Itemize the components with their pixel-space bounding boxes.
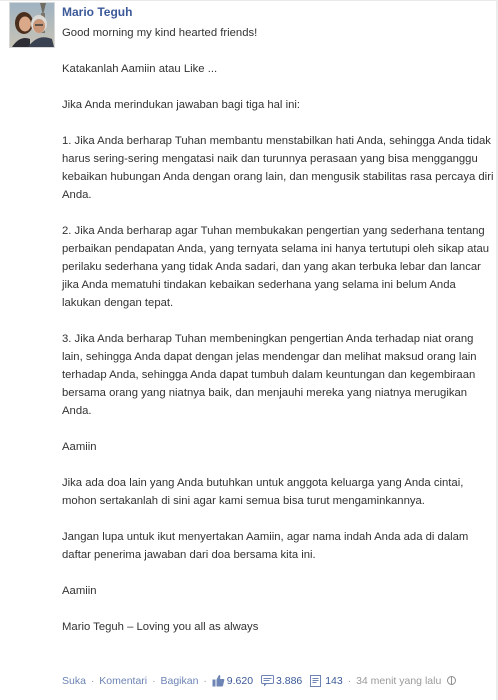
message-paragraph: Katakanlah Aamiin atau Like ... — [62, 63, 218, 75]
message-paragraph: 1. Jika Anda berharap Tuhan membantu menstabilkan hati Anda, sehingga Anda tidak harus sering-sering mengatasi naik dan turunnya perasaan yang bisa mengganggu kebaikan hubungan Anda dengan orang lain, dan mengusik stabilitas rasa percaya diri Anda. — [62, 135, 494, 201]
post-message — [62, 24, 494, 636]
likes-count: 9.620 — [226, 675, 254, 687]
message-paragraph: Jangan lupa untuk ikut menyertakan Aamiin, agar nama indah Anda ada di dalam daftar penerima jawaban dari doa bersama kita ini. — [62, 531, 469, 561]
comment-link[interactable]: Komentari — [99, 675, 148, 687]
thumbs-up-icon — [212, 674, 225, 687]
post-content — [62, 1, 494, 636]
separator-dot: · — [347, 675, 352, 687]
likes-count-button[interactable] — [212, 675, 256, 687]
message-paragraph: Aamiin — [62, 441, 97, 453]
avatar[interactable] — [9, 2, 55, 48]
comments-count-button[interactable] — [261, 675, 305, 687]
share-link[interactable]: Bagikan — [160, 675, 199, 687]
message-paragraph: Good morning my kind hearted friends! — [62, 27, 258, 39]
message-paragraph: Jika ada doa lain yang Anda butuhkan untuk anggota keluarga yang Anda cintai, mohon sertakanlah di sini agar kami semua bisa turut mengaminkannya. — [62, 477, 464, 507]
comments-count: 3.886 — [275, 675, 303, 687]
message-signature: Mario Teguh – Loving you all as always — [62, 621, 259, 633]
message-paragraph: Aamiin — [62, 585, 97, 597]
shares-count-button[interactable] — [310, 675, 345, 687]
shares-count: 143 — [325, 675, 343, 687]
share-icon — [310, 674, 323, 687]
author-name-link[interactable]: Mario Teguh — [62, 5, 133, 19]
like-link[interactable]: Suka — [62, 675, 86, 687]
separator-dot: · — [152, 675, 156, 687]
separator-dot: · — [90, 675, 95, 687]
globe-icon — [447, 676, 456, 685]
post-action-bar — [62, 673, 496, 689]
separator-dot: · — [203, 675, 207, 687]
comment-bubble-icon — [261, 674, 274, 687]
message-paragraph: 2. Jika Anda berharap agar Tuhan membukakan pengertian yang sederhana tentang perbaikan pendapatan Anda, yang ternyata selama ini hanya tertutupi oleh sikap atau perilaku sederhana yang tidak Anda sadari, dan yang akan terbuka lebar dan lancar jika Anda mematuhi tindakan kebaikan sederhana yang selama ini belum Anda lakukan dengan tepat. — [62, 225, 490, 309]
avatar-photo — [10, 3, 54, 47]
message-paragraph: Jika Anda merindukan jawaban bagi tiga hal ini: — [62, 99, 301, 111]
post-timestamp[interactable]: 34 menit yang lalu — [356, 675, 442, 687]
message-paragraph: 3. Jika Anda berharap Tuhan membeningkan pengertian Anda terhadap niat orang lain, sehingga Anda dapat dengan jelas mendengar dan melihat maksud orang lain terhadap Anda, sehingga Anda dapat tumbuh dalam keuntungan dan kegembiraan bersama orang yang niatnya baik, dan menjauhi mereka yang niatnya merugikan Anda. — [62, 333, 477, 417]
